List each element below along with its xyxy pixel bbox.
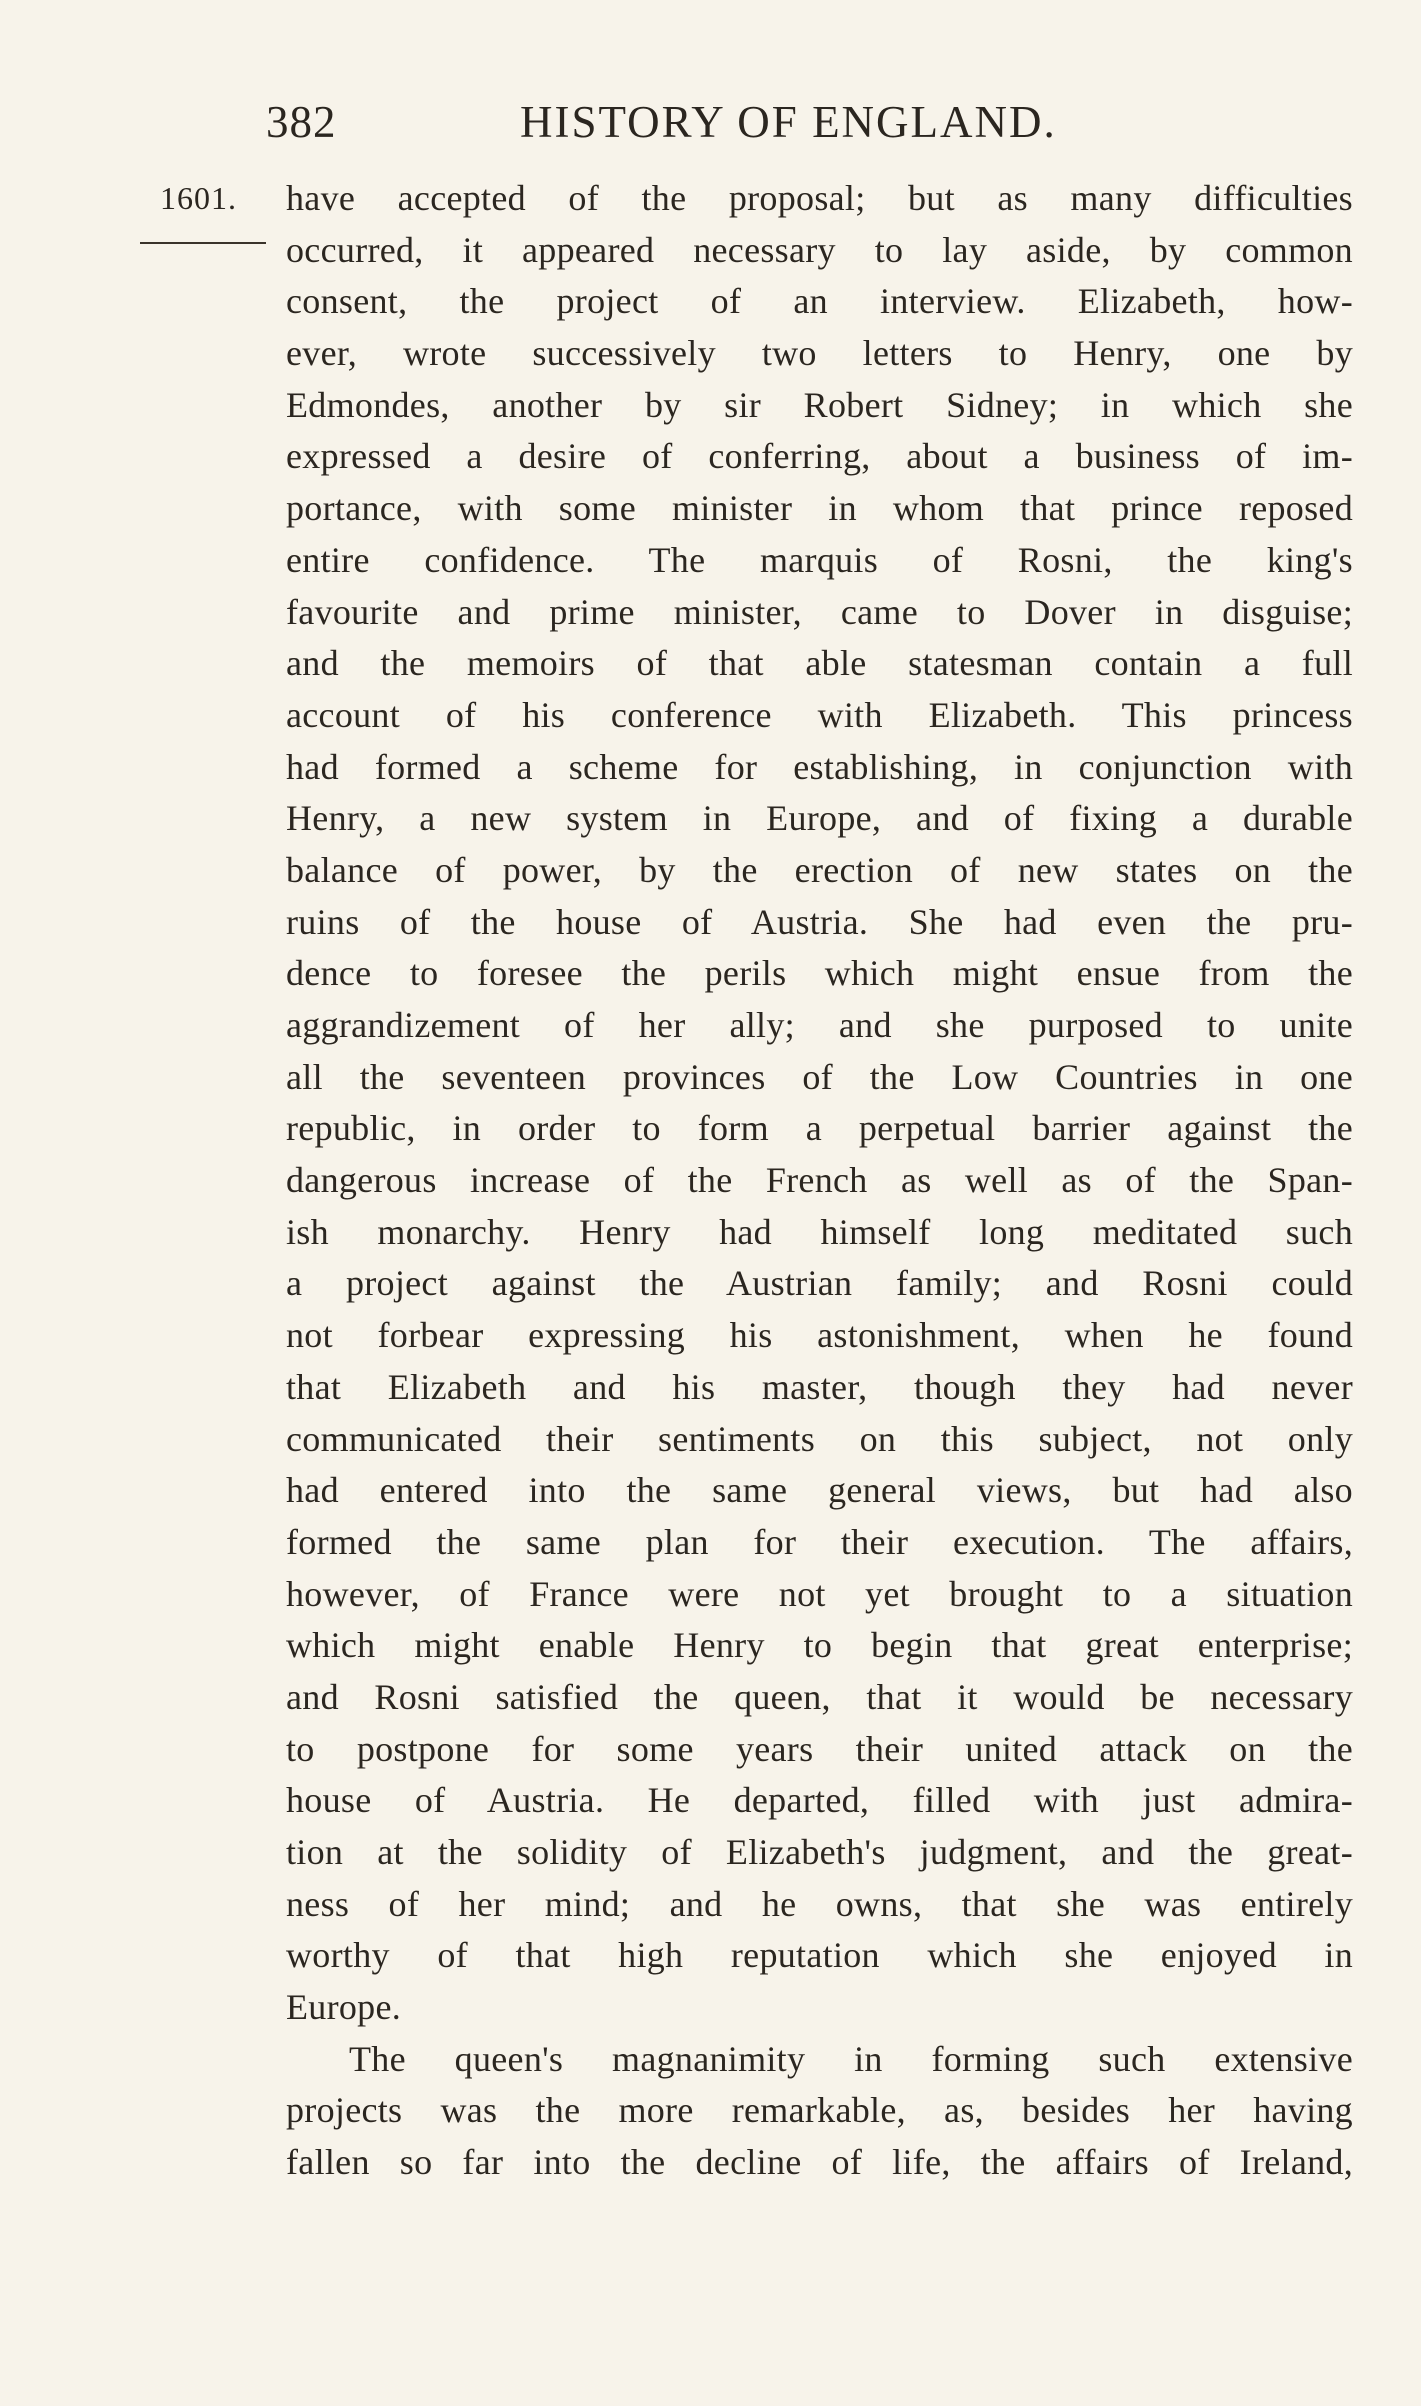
paragraph-end-line: Europe. xyxy=(286,1987,402,2028)
text-line: favourite and prime minister, came to Dover in disguise; xyxy=(286,591,1353,632)
text-line: not forbear expressing his astonishment, when he found xyxy=(286,1315,1353,1356)
text-line: expressed a desire of conferring, about a business of im- xyxy=(286,436,1353,477)
text-line: worthy of that high reputation which she enjoyed in xyxy=(286,1935,1353,1976)
text-line: a project against the Austrian family; and Rosni could xyxy=(286,1263,1353,1304)
text-line: ish monarchy. Henry had himself long meditated such xyxy=(286,1211,1353,1252)
text-line: dangerous increase of the French as well as of the Span- xyxy=(286,1160,1353,1201)
text-line: consent, the project of an interview. Elizabeth, how- xyxy=(286,281,1353,322)
text-line: Henry, a new system in Europe, and of fixing a durable xyxy=(286,798,1353,839)
text-line: that Elizabeth and his master, though they had never xyxy=(286,1366,1353,1407)
text-line: house of Austria. He departed, filled with just admira- xyxy=(286,1780,1353,1821)
text-line: formed the same plan for their execution. The affairs, xyxy=(286,1521,1353,1562)
text-line: aggrandizement of her ally; and she purposed to unite xyxy=(286,1005,1353,1045)
text-line: ness of her mind; and he owns, that she was entirely xyxy=(286,1883,1353,1924)
text-line: dence to foresee the perils which might ensue from the xyxy=(286,953,1353,994)
text-line: all the seventeen provinces of the Low Countries in one xyxy=(286,1056,1353,1097)
text-line: to postpone for some years their united attack on the xyxy=(286,1728,1353,1769)
page-title: HISTORY OF ENGLAND. xyxy=(520,97,1057,147)
text-line: and the memoirs of that able statesman contain a full xyxy=(286,643,1353,684)
body-text xyxy=(286,173,1353,2189)
text-line: have accepted of the proposal; but as many difficulties xyxy=(286,178,1353,218)
text-line: Edmondes, another by sir Robert Sidney; in which she xyxy=(286,384,1353,425)
page-number: 382 xyxy=(266,97,337,147)
text-line: account of his conference with Elizabeth. This princess xyxy=(286,694,1353,735)
margin-year-note: 1601. xyxy=(160,180,237,216)
paragraph-start-line: The queen's magnanimity in forming such extensive xyxy=(349,2038,1353,2079)
text-line: ever, wrote successively two letters to Henry, one by xyxy=(286,333,1353,374)
text-line: portance, with some minister in whom that prince reposed xyxy=(286,488,1353,529)
text-line: which might enable Henry to begin that great enterprise; xyxy=(286,1625,1353,1666)
text-line: however, of France were not yet brought to a situation xyxy=(286,1573,1353,1614)
text-line: ruins of the house of Austria. She had even the pru- xyxy=(286,901,1353,942)
text-line: had formed a scheme for establishing, in conjunction with xyxy=(286,746,1353,787)
margin-rule xyxy=(140,242,266,244)
text-line: communicated their sentiments on this subject, not only xyxy=(286,1418,1353,1459)
text-line: republic, in order to form a perpetual barrier against the xyxy=(286,1108,1353,1149)
text-line: balance of power, by the erection of new states on the xyxy=(286,849,1353,890)
text-line: had entered into the same general views, but had also xyxy=(286,1470,1353,1511)
text-line: entire confidence. The marquis of Rosni, the king's xyxy=(286,539,1353,580)
text-line: projects was the more remarkable, as, besides her having xyxy=(286,2090,1353,2131)
text-line: tion at the solidity of Elizabeth's judgment, and the great- xyxy=(286,1832,1353,1872)
text-line: fallen so far into the decline of life, the affairs of Ireland, xyxy=(286,2142,1353,2183)
text-line: occurred, it appeared necessary to lay aside, by common xyxy=(286,229,1353,270)
text-line: and Rosni satisfied the queen, that it would be necessary xyxy=(286,1676,1353,1717)
running-head xyxy=(258,96,1358,156)
